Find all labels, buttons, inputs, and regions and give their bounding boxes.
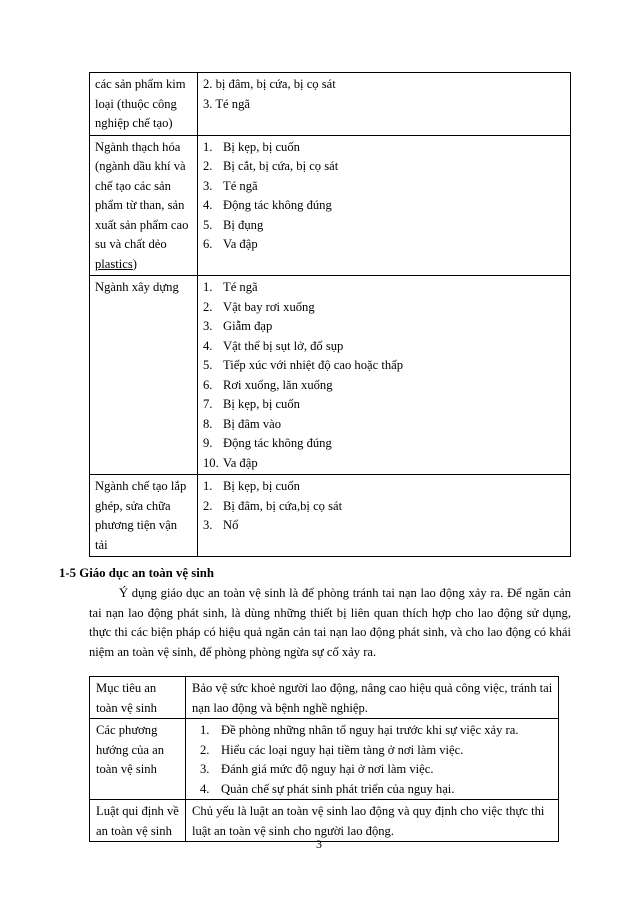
- list-item: 2. Vật bay rơi xuống: [203, 299, 315, 314]
- list-item: 4. Vật thể bị sụt lở, đổ sụp: [203, 338, 344, 353]
- table-row: [90, 719, 559, 800]
- list-item: 6. Va đập: [203, 237, 258, 251]
- list-item: 1. Té ngã: [203, 280, 258, 294]
- hazard-list: [198, 276, 571, 475]
- row-label: Các phương hướng của an toàn vệ sinh: [90, 719, 186, 800]
- row-text: Bảo vệ sức khoẻ người lao động, nâng cao hiệu quả công việc, tránh tai nạn lao động và bệnh nghề nghiệp.: [186, 677, 559, 719]
- industry-cell: Ngành chế tạo lắp ghép, sửa chữa phương tiện vận tải: [90, 475, 198, 557]
- list-item: 1. Đề phòng những nhân tố nguy hại trước khi sự việc xảy ra.: [200, 723, 519, 737]
- hazard-list: [198, 475, 571, 557]
- list-item: 3. Đánh giá mức độ nguy hại ở nơi làm việc.: [200, 762, 434, 776]
- table-row: [90, 800, 559, 842]
- list-item: 2. Hiểu các loại nguy hại tiềm tàng ở nơi làm việc.: [200, 742, 464, 757]
- industry-cell: các sản phẩm kim loại (thuộc công nghiệp chế tạo): [90, 73, 198, 136]
- list-item: 2. Bị đâm, bị cứa,bị cọ sát: [203, 498, 343, 513]
- list-item: 3. Nổ: [203, 518, 239, 532]
- list-item: 2. bị đâm, bị cứa, bị cọ sát: [203, 77, 336, 91]
- table-row: [90, 475, 571, 557]
- list-item: 3. Té ngã: [203, 96, 250, 111]
- table-row: [90, 73, 571, 136]
- list-item: 5. Bị đụng: [203, 217, 264, 232]
- hazard-table: [89, 72, 571, 557]
- row-text: Chủ yếu là luật an toàn vệ sinh lao động và quy định cho việc thực thi luật an toàn vệ sinh cho người lao động.: [186, 800, 559, 842]
- list-item: 3. Té ngã: [203, 178, 258, 193]
- list-item: 4. Quản chế sự phát sinh phát triển của nguy hại.: [200, 781, 455, 796]
- list-item: 1. Bị kẹp, bị cuốn: [203, 479, 300, 493]
- list-item: 9. Động tác không đúng: [203, 436, 332, 450]
- list-item: 7. Bị kẹp, bị cuốn: [203, 397, 300, 411]
- safety-table: [89, 676, 559, 842]
- row-list: [186, 719, 559, 800]
- section-paragraph: Ý dụng giáo dục an toàn vệ sinh là để phòng tránh tai nạn lao động xảy ra. Để ngăn cản tai nạn lao động phát sinh, là dùng những thiết bị liên quan thích hợp cho lao động sử dụng, thực thi các biện pháp có hiệu quả ngăn cản tai nạn lao động phát sinh, và cho lao động có khái niệm an toàn vệ sinh, để phòng phòng ngừa sự cố xảy ra.: [89, 586, 571, 659]
- row-label: Mục tiêu an toàn vệ sinh: [90, 677, 186, 719]
- list-item: 2. Bị cắt, bị cứa, bị cọ sát: [203, 159, 339, 173]
- underlined-term: plastics: [95, 256, 133, 271]
- hazard-list: [198, 73, 571, 136]
- list-item: 10. Va đập: [203, 455, 258, 470]
- page-number: 3: [316, 837, 322, 851]
- table-row: [90, 135, 571, 276]
- list-item: 6. Rơi xuống, lăn xuống: [203, 377, 333, 392]
- section-heading: 1-5 Giáo dục an toàn vệ sinh: [59, 566, 215, 580]
- hazard-list: [198, 135, 571, 276]
- list-item: 4. Động tác không đúng: [203, 198, 332, 212]
- industry-cell: Ngành thạch hóa (ngành dầu khí và chế tạo các sản phẩm từ than, sản xuất sản phẩm cao su và chất dẻo plastics): [90, 135, 198, 276]
- list-item: 1. Bị kẹp, bị cuốn: [203, 139, 300, 154]
- row-label: Luật qui định về an toàn vệ sinh: [90, 800, 186, 842]
- table-row: [90, 677, 559, 719]
- table-row: [90, 276, 571, 475]
- industry-cell: Ngành xây dựng: [90, 276, 198, 475]
- list-item: 3. Giẫm đạp: [203, 319, 273, 333]
- list-item: 8. Bị đâm vào: [203, 416, 282, 431]
- list-item: 5. Tiếp xúc với nhiệt độ cao hoặc thấp: [203, 358, 404, 372]
